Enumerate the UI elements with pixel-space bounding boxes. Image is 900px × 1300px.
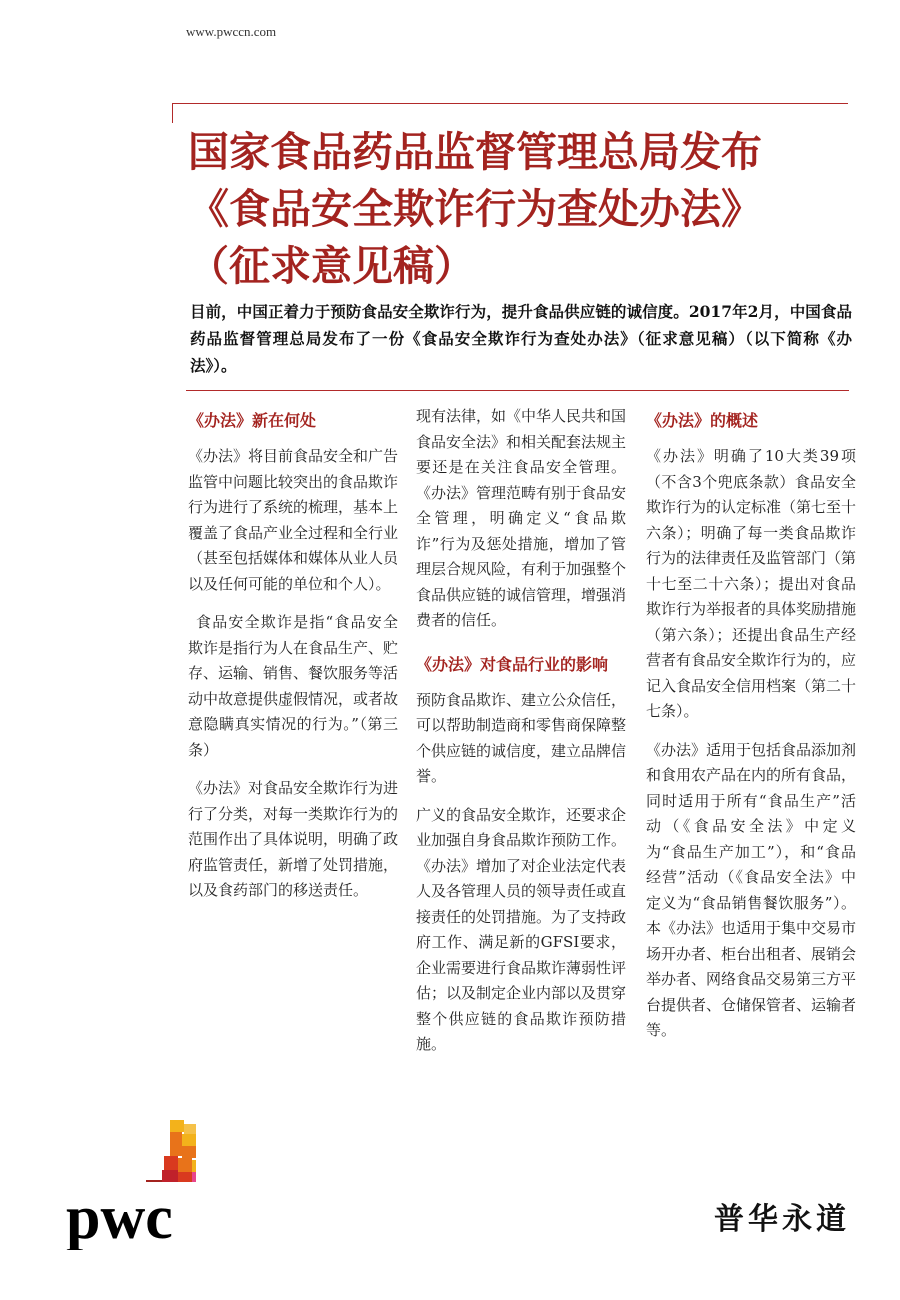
pwc-logo-text: pwc xyxy=(66,1184,173,1250)
section-divider xyxy=(186,390,849,391)
col3-paragraph-1: 《办法》明确了10大类39项（不含3个兜底条款）食品安全欺诈行为的认定标准（第七至十六条）；明确了每一类食品欺诈行为的法律责任及监管部门（第十七至二十六条）；提出对食品欺诈行为举报者的具体奖励措施（第六条）；还提出食品生产经营者有食品安全欺诈行为的，应记入食品安全信用档案（第二十七条）。 xyxy=(646,447,857,720)
col2-paragraph-2: 预防食品欺诈、建立公众信任，可以帮助制造商和零售商保障整个供应链的诚信度，建立品牌信誉。 xyxy=(416,690,627,785)
column-2 xyxy=(416,404,626,1071)
col3-paragraph-2: 《办法》适用于包括食品添加剂和食用农产品在内的所有食品，同时适用于所有“食品生产”活动（《食品安全法》中定义为“食品生产加工”），和“食品经营”活动（《食品安全法》中定义为“食品销售餐饮服务”）。本《办法》也适用于集中交易市场开办者、柜台出租者、展销会举办者、网络食品交易第三方平台提供者、仓储保管者、运输者等。 xyxy=(646,740,857,1039)
col2-paragraph-1: 现有法律，如《中华人民共和国食品安全法》和相关配套法规主要还是在关注食品安全管理。《办法》管理范畴有别于食品安全管理，明确定义“食品欺诈”行为及惩处措施，增加了管理层合规风险，有利于加强整个食品供应链的诚信管理，增强消费者的信任。 xyxy=(416,407,627,629)
col3-heading: 《办法》的概述 xyxy=(646,411,759,430)
page-title xyxy=(188,124,868,295)
top-divider xyxy=(172,103,848,104)
column-1 xyxy=(188,404,398,917)
col2-paragraph-3: 广义的食品安全欺诈，还要求企业加强自身食品欺诈预防工作。《办法》增加了对企业法定代表人及各管理人员的领导责任或直接责任的处罚措施。为了支持政府工作、满足新的GFSI要求，企业需要进行食品欺诈薄弱性评估；以及制定企业内部以及贯穿整个供应链的食品欺诈预防措施。 xyxy=(416,805,627,1053)
col1-paragraph-1: 《办法》将目前食品安全和广告监管中问题比较突出的食品欺诈行为进行了系统的梳理，基本上覆盖了食品产业全过程和全行业（甚至包括媒体和媒体从业人员以及任何可能的单位和个人）。 xyxy=(188,447,399,593)
title-line-2: 《食品安全欺诈行为查处办法》 xyxy=(188,185,762,233)
col2-heading: 《办法》对食品行业的影响 xyxy=(416,654,609,674)
col1-heading: 《办法》新在何处 xyxy=(188,411,317,430)
title-line-3: （征求意见稿） xyxy=(188,242,475,290)
brand-name-chinese: 普华永道 xyxy=(714,1202,850,1237)
col1-paragraph-3: 《办法》对食品安全欺诈行为进行了分类，对每一类欺诈行为的范围作出了具体说明，明确了政府监管责任，新增了处罚措施，以及食药部门的移送责任。 xyxy=(188,779,399,899)
col1-paragraph-2: 食品安全欺诈是指“食品安全欺诈是指行为人在食品生产、贮存、运输、销售、餐饮服务等活动中故意提供虚假情况，或者故意隐瞒真实情况的行为。”（第三条） xyxy=(188,613,399,759)
top-divider-tick xyxy=(172,103,173,123)
title-line-1: 国家食品药品监督管理总局发布 xyxy=(188,128,762,176)
pwc-logo xyxy=(66,1120,196,1250)
intro-paragraph: 目前，中国正着力于预防食品安全欺诈行为，提升食品供应链的诚信度。2017年2月，中国食品药品监督管理总局发布了一份《食品安全欺诈行为查处办法》（征求意见稿）（以下简称《办法》）。 xyxy=(190,302,852,375)
column-3 xyxy=(646,404,856,1057)
pwc-logo-mark-icon xyxy=(146,1120,196,1182)
website-url[interactable]: www.pwccn.com xyxy=(186,24,277,39)
